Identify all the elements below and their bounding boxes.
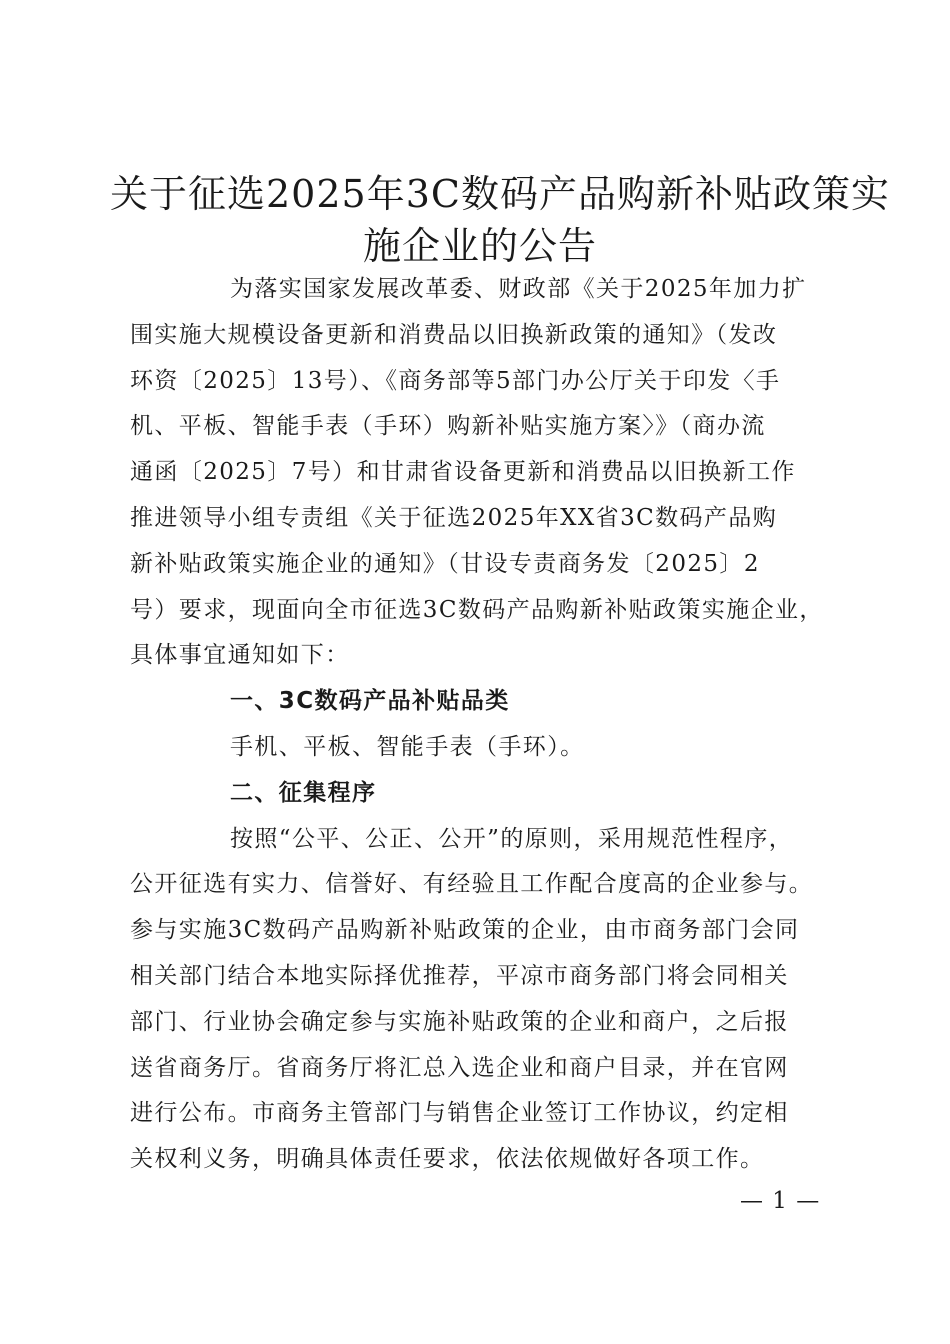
- intro-paragraph-line: 通函〔2025〕7号）和甘肃省设备更新和消费品以旧换新工作: [130, 459, 796, 486]
- intro-paragraph-line: 围实施大规模设备更新和消费品以旧换新政策的通知》（发改: [130, 321, 778, 348]
- section-2-line: 相关部门结合本地实际择优推荐，平凉市商务部门将会同相关: [130, 962, 789, 989]
- intro-paragraph-line: 号）要求，现面向全市征选3C数码产品购新补贴政策实施企业，: [130, 596, 824, 623]
- section-1-content: 手机、平板、智能手表（手环）。: [230, 733, 585, 760]
- page-number: — 1 —: [740, 1188, 821, 1214]
- section-2-line: 进行公布。市商务主管部门与销售企业签订工作协议，约定相: [130, 1100, 789, 1127]
- intro-paragraph-line: 为落实国家发展改革委、财政部《关于2025年加力扩: [230, 276, 807, 302]
- title-line: 施企业的公告: [362, 224, 597, 268]
- document-body: [130, 267, 850, 1183]
- intro-paragraph-line: 新补贴政策实施企业的通知》（甘设专责商务发〔2025〕2: [130, 550, 760, 577]
- intro-paragraph-line: 推进领导小组专责组《关于征选2025年XX省3C数码产品购: [130, 504, 778, 531]
- intro-paragraph-line: 环资〔2025〕13号）、《商务部等5部门办公厅关于印发〈手: [130, 367, 781, 394]
- section-heading-2: 二、征集程序: [230, 779, 377, 806]
- section-2-line: 参与实施3C数码产品购新补贴政策的企业，由市商务部门会同: [130, 917, 800, 944]
- section-2-line: 按照“公平、公正、公开”的原则，采用规范性程序，: [230, 825, 794, 852]
- section-2-line: 送省商务厅。省商务厅将汇总入选企业和商户目录，并在官网: [130, 1054, 789, 1081]
- title-line: 关于征选2025年3C数码产品购新补贴政策实: [110, 172, 890, 216]
- document-title: [110, 168, 890, 272]
- section-2-line: 部门、行业协会确定参与实施补贴政策的企业和商户，之后报: [130, 1008, 789, 1035]
- intro-paragraph-line: 机、平板、智能手表（手环）购新补贴实施方案〉》（商办流: [130, 413, 766, 440]
- section-2-line: 公开征选有实力、信誉好、有经验且工作配合度高的企业参与。: [130, 871, 814, 898]
- section-heading-1: 一、3C数码产品补贴品类: [230, 688, 510, 715]
- intro-paragraph-line: 具体事宜通知如下：: [130, 642, 350, 669]
- section-2-line: 关权利义务，明确具体责任要求，依法依规做好各项工作。: [130, 1146, 765, 1173]
